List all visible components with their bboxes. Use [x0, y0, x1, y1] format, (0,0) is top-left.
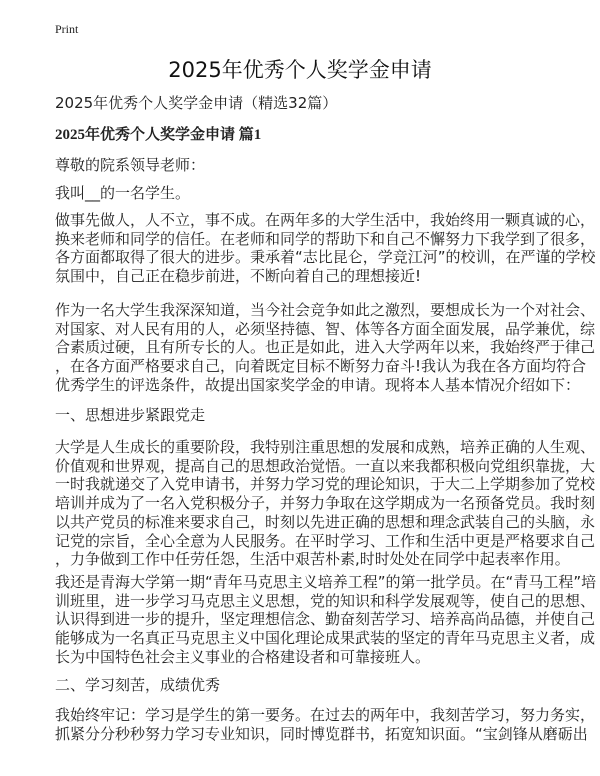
- intro-line: 我叫__的一名学生。: [55, 184, 191, 202]
- text-line: 合素质过硬，且有所专长的人。也正是如此，进入大学两年以来，我始终严于律己: [55, 338, 596, 357]
- greeting-line: 尊敬的院系领导老师：: [55, 156, 206, 174]
- page-title: 2025年优秀个人奖学金申请: [168, 58, 432, 82]
- text-line: 记党的宗旨，全心全意为人民服务。在平时学习、工作和生活中更是严格要求自己: [55, 531, 596, 550]
- print-link[interactable]: Print: [55, 22, 79, 36]
- text-line: 作为一名大学生我深深知道，当今社会竞争如此之激烈，要想成长为一个对社会、: [55, 301, 596, 319]
- text-line: 训班里，进一步学习马克思主义思想，党的知识和科学发展观等，使自己的思想、: [55, 591, 596, 610]
- text-line: 大学是人生成长的重要阶段，我特别注重思想的发展和成熟，培养正确的人生观、: [55, 438, 596, 456]
- text-line: 能够成为一名真正马克思主义中国化理论成果武装的坚定的青年马克思主义者，成: [55, 629, 596, 648]
- text-line: 对国家、对人民有用的人，必须坚持德、智、体等各方面全面发展，品学兼优，综: [55, 319, 596, 338]
- text-line: 我始终牢记：学习是学生的第一要务。在过去的两年中，我刻苦学习，努力务实，: [55, 706, 596, 724]
- text-line: 各方面都取得了很大的进步。秉承着“志比昆仑，学竞江河”的校训，在严谨的学校: [55, 248, 596, 267]
- text-line: 换来老师和同学的信任。在老师和同学的帮助下和自己不懈努力下我学到了很多，: [55, 229, 596, 248]
- text-line: 长为中国特色社会主义事业的合格建设者和可靠接班人。: [55, 647, 431, 666]
- text-line: 优秀学生的评选条件，故提出国家奖学金的申请。现将本人基本情况介绍如下：: [55, 375, 581, 394]
- text-line: 认识得到进一步的提升，坚定理想信念、勤奋刻苦学习、培养高尚品德，并使自己: [55, 610, 596, 629]
- text-line: ，力争做到工作中任劳任怨，生活中艰苦朴素,时时处处在同学中起表率作用。: [55, 550, 570, 569]
- text-line: 培训并成为了一名入党积极分子，并努力争取在这学期成为一名预备党员。我时刻: [55, 494, 596, 513]
- text-line: 我还是青海大学第一期“青年马克思主义培养工程”的第一批学员。在“青马工程”培: [55, 573, 597, 591]
- subsection-heading-2: 二、学习刻苦，成绩优秀: [55, 676, 221, 694]
- text-line: 氛围中，自己正在稳步前进，不断向着自己的理想接近!: [55, 267, 422, 286]
- text-line: ，在各方面严格要求自己，向着既定目标不断努力奋斗!我认为我在各方面均符合: [55, 357, 587, 376]
- text-line: 价值观和世界观，提高自己的思想政治觉悟。一直以来我都积极向党组织靠拢，大: [55, 456, 596, 475]
- subsection-heading-1: 一、思想进步紧跟党走: [55, 406, 206, 424]
- paragraph-3: [55, 438, 596, 569]
- section-heading: 2025年优秀个人奖学金申请 篇1: [55, 127, 262, 143]
- paragraph-1: [55, 211, 596, 286]
- paragraph-5: [55, 706, 596, 743]
- document-subtitle: 2025年优秀个人奖学金申请（精选32篇）: [55, 94, 338, 112]
- text-line: 一时我就递交了入党申请书，并努力学习党的理论知识，于大二上学期参加了党校: [55, 475, 596, 494]
- paragraph-4: [55, 573, 597, 667]
- text-line: 抓紧分分秒秒努力学习专业知识，同时博览群书，拓宽知识面。“宝剑锋从磨砺出: [55, 724, 588, 743]
- paragraph-2: [55, 301, 596, 395]
- text-line: 做事先做人，人不立，事不成。在两年多的大学生活中，我始终用一颗真诚的心，: [55, 211, 596, 229]
- text-line: 以共产党员的标准来要求自己，时刻以先进正确的思想和理念武装自己的头脑，永: [55, 512, 596, 531]
